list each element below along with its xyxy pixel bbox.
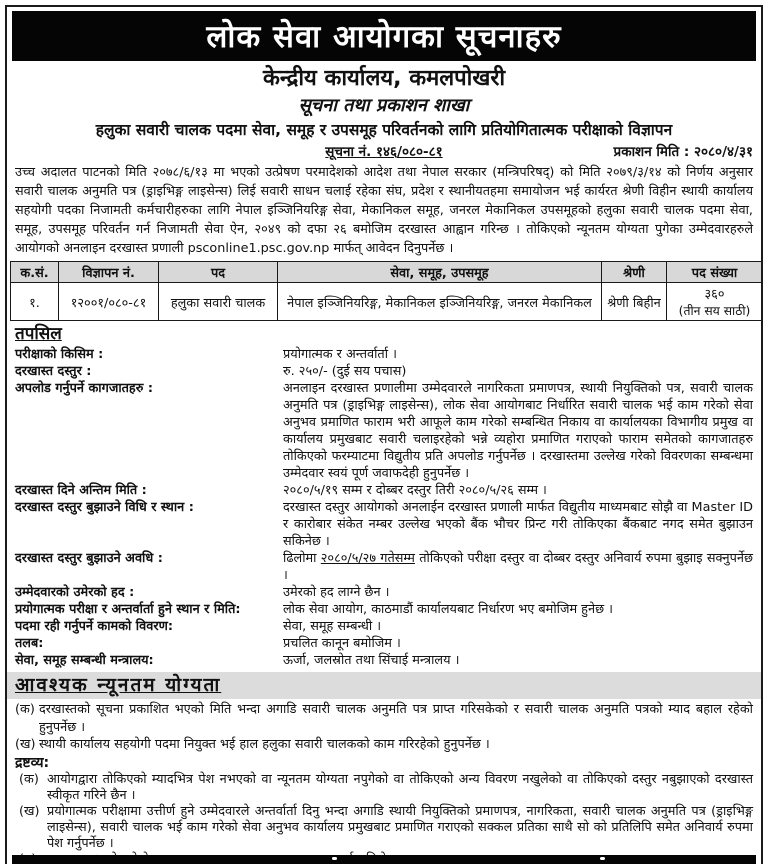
cell-service: नेपाल इञ्जिनियरिङ्ग, मेकानिकल इञ्जिनियरिङ्ग, जनरल मेकानिकल — [278, 283, 602, 321]
glyph-tip-decoration — [332, 857, 337, 860]
kv-label: पदमा रही गर्नुपर्ने कामको विवरण: — [15, 619, 173, 634]
kv-row-exam-venue — [15, 601, 753, 618]
item-marker: (क) — [19, 771, 39, 787]
bottom-banner-cutoff — [12, 855, 756, 864]
glyph-tip-decoration — [600, 857, 605, 860]
col-header-count: पद संख्या — [667, 262, 763, 283]
kv-row-ministry — [15, 652, 753, 669]
kv-value: अनलाइन दरखास्त प्रणालीमा उम्मेदवारले नागरिकता प्रमाणपत्र, स्थायी नियुक्तिको पत्र, सवारी चालक अनुमति पत्र (ड्राइभिङ्ग लाइसेन्स), लोक सेवा आयोगबाट निर्धारित सवारी चालक भई काम गरेको सेवा अनुभव प्रमाणित फाराम भरी आफूले काम गरेको सम्बन्धित निकाय वा कार्यालयका विभागीय प्रमुख वा कार्यालय प्रमुखबाट सवारी चलाइरहेको भन्ने व्यहोरा प्रमाणित गराएको फाराम समेतको कागजातहरु तोकिएको फरम्याटमा विद्युतीय प्रति अपलोड गर्नुपर्नेछ । दरखास्तमा उल्लेख गरेको विवरणका सम्बन्धमा उम्मेदवार स्वयं पूर्ण जवाफदेही हुनुपर्नेछ । — [283, 381, 753, 481]
kv-label: प्रयोगात्मक परीक्षा र अन्तर्वार्ता हुने स्थान र मिति: — [15, 602, 241, 617]
kv-row-exam-type — [15, 346, 753, 363]
col-header-post: पद — [159, 262, 278, 283]
kv-value: रु. २५०/- (दुई सय पचास) — [283, 364, 407, 379]
qualification-section-heading: आवश्यक न्यूनतम योग्यता — [7, 672, 761, 699]
main-title: लोक सेवा आयोगका सूचनाहरु — [206, 19, 562, 55]
underlined-date: २०८०/५/२७ गतेसम्म — [320, 551, 415, 566]
kv-row-fee — [15, 363, 753, 380]
tapsil-heading: तपसिल — [15, 324, 62, 344]
cell-ad-no: १२००१/०८०-८१ — [59, 283, 159, 321]
item-text: स्थायी कार्यालय सहयोगी पदमा नियुक्त भई हाल हलुका सवारी चालकको काम गरिरहेको हुनुपर्नेछ । — [39, 737, 490, 752]
item-text: प्रयोगात्मक परीक्षामा उत्तीर्ण हुने उम्मेदवारले अन्तर्वार्ता दिनु भन्दा अगाडि स्थायी नियुक्तिको प्रमाणपत्र, नागरिकता, सवारी चालक अनुमति पत्र (ड्राइभिङ्ग लाइसेन्स), सवारी चालक भई काम गरेको सेवा अनुभव कार्यालय प्रमुखबाट प्रमाणित गराएको सक्कल प्रतिका साथै सो को प्रतिलिपि समेत अनिवार्य रुपमा पेश गर्नुपर्नेछ । — [47, 803, 753, 851]
notice-document — [5, 5, 763, 864]
office-name: केन्द्रीय कार्यालय, कमलपोखरी — [262, 66, 506, 91]
kv-label: दरखास्त दस्तुर बुझाउने अवधि : — [15, 551, 163, 566]
kv-row-salary — [15, 635, 753, 652]
notice-meta-line — [7, 142, 761, 161]
cell-post: हलुका सवारी चालक — [159, 283, 278, 321]
notes-heading: द्रष्टव्य: — [15, 754, 50, 771]
count-words: (तीन सय साठी) — [678, 304, 751, 318]
col-header-class: श्रेणी — [602, 262, 667, 283]
item-text: आयोगद्वारा तोकिएको म्यादभित्र पेश नभएको वा न्यूनतम योग्यता नपुगेको वा तोकिएको अन्य विवरण नखुलेको वा तोकिएको दस्तुर नबुझाएको दरखास्त स्वीकृत गरिने छैन । — [47, 771, 753, 803]
col-header-service: सेवा, समूह, उपसमूह — [278, 262, 602, 283]
tapsil-details — [7, 346, 761, 669]
kv-row-fee-method — [15, 499, 753, 550]
branch-name: सूचना तथा प्रकाशन शाखा — [298, 95, 470, 116]
list-item — [19, 772, 753, 804]
table-row — [11, 283, 763, 321]
col-header-sn: क.सं. — [11, 262, 59, 283]
kv-row-fee-period — [15, 550, 753, 584]
kv-label: दरखास्त दस्तुर : — [15, 364, 92, 379]
notes-list — [7, 772, 761, 864]
cell-count — [667, 283, 763, 321]
list-item — [19, 804, 753, 852]
kv-value: लोक सेवा आयोग, काठमाडौं कार्यालयबाट निर्धारण भए बमोजिम हुनेछ । — [283, 602, 613, 617]
advertisement-table — [10, 261, 763, 321]
kv-value: प्रचलित कानून बमोजिम । — [283, 636, 401, 651]
kv-label: सेवा, समूह सम्बन्धी मन्त्रालय: — [15, 653, 154, 668]
kv-value: प्रयोगात्मक र अन्तर्वार्ता । — [283, 347, 397, 362]
item-marker: (ख) — [15, 737, 36, 752]
cell-class: श्रेणी बिहीन — [602, 283, 667, 321]
item-marker: (क) — [15, 702, 35, 717]
table-header-row — [11, 262, 763, 283]
kv-label: अपलोड गर्नुपर्ने कागजातहरु : — [15, 381, 153, 396]
intro-paragraph: उच्च अदालत पाटनको मिति २०७८/६/१३ मा भएको उत्प्रेषण परमादेशको आदेश तथा नेपाल सरकार (मन्त्रिपरिषद्) को मिति २०७९/३/१४ को निर्णय अनुसार सवारी चालक अनुमति पत्र (ड्राइभिङ्ग लाइसेन्स) लिई सवारी साधन चलाई रहेका संघ, प्रदेश र स्थानीयतहमा समायोजन भई कार्यरत श्रेणी विहीन स्थायी कार्यालय सहयोगी पदका निजामती कर्मचारीहरुका लागि नेपाल इञ्जिनियरिङ्ग सेवा, मेकानिकल समूह, जनरल मेकानिकल उपसमूहको हलुका सवारी चालक पदमा सेवा, समूह, उपसमूह परिवर्तन गर्न निजामती सेवा ऐन, २०४९ को दफा २६ बमोजिम दरखास्त आह्वान गरिन्छ । तोकिएको न्यूनतम योग्यता पुगेका उम्मेदवारहरुले आयोगको अनलाइन दरखास्त प्रणाली psconline1.psc.gov.np मार्फत् आवेदन दिनुपर्नेछ । — [15, 165, 753, 256]
kv-value: ढिलोमा २०८०/५/२७ गतेसम्म तोकिएको परीक्षा दस्तुर वा दोब्बर दस्तुर अनिवार्य रुपमा बुझाइ सक्नुपर्नेछ । — [283, 551, 754, 583]
kv-label: दरखास्त दिने अन्तिम मिति : — [15, 483, 147, 498]
kv-value: २०८०/५/१९ सम्म र दोब्बर दस्तुर तिरी २०८०/५/२६ सम्म । — [283, 483, 547, 498]
list-item — [15, 736, 753, 754]
item-text: दरखास्तको सूचना प्रकाशित भएको मिति भन्दा अगाडि सवारी चालक अनुमति पत्र प्राप्त गरिसकेको र सवारी चालक अनुमति पत्रको म्याद बहाल रहेको हुनुपर्नेछ । — [39, 702, 753, 735]
qualification-list — [7, 699, 761, 754]
col-header-ad-no: विज्ञापन नं. — [59, 262, 159, 283]
kv-value: सेवा, समूह सम्बन्धी । — [283, 619, 382, 634]
kv-value: दरखास्त दस्तुर आयोगको अनलाईन दरखास्त प्रणाली मार्फत विद्युतीय माध्यमबाट सोझै वा Master ID र कारोबार संकेत नम्बर उल्लेख भएको बैंक भौचर प्रिन्ट गरी तोकिएका बैंकबाट नगद समेत बुझाउन सकिनेछ । — [283, 500, 753, 549]
cell-sn: १. — [11, 283, 59, 321]
kv-label: उम्मेदवारको उमेरको हद : — [15, 585, 135, 600]
kv-row-job-description — [15, 618, 753, 635]
kv-label: तलब: — [15, 636, 44, 651]
kv-label: परीक्षाको किसिम : — [15, 347, 104, 362]
kv-value: उमेरको हद लाग्ने छैन । — [283, 585, 390, 600]
advertisement-title: हलुका सवारी चालक पदमा सेवा, समूह र उपसमूह परिवर्तनको लागि प्रतियोगितात्मक परीक्षाको विज्ञापन — [95, 121, 673, 139]
kv-value: ऊर्जा, जलस्रोत तथा सिंचाई मन्त्रालय । — [283, 653, 460, 668]
item-marker: (ख) — [19, 803, 40, 819]
publish-date: प्रकाशन मिति : २०८०/४/३१ — [613, 144, 753, 160]
notice-number: सूचना नं. १४६/०८०-८१ — [325, 144, 443, 160]
kv-row-documents — [15, 380, 753, 482]
kv-row-deadline — [15, 482, 753, 499]
list-item — [15, 701, 753, 736]
count-number: ३६० — [704, 287, 725, 302]
main-title-banner — [12, 11, 756, 61]
kv-label: दरखास्त दस्तुर बुझाउने विधि र स्थान : — [15, 500, 194, 515]
kv-row-age-limit — [15, 584, 753, 601]
